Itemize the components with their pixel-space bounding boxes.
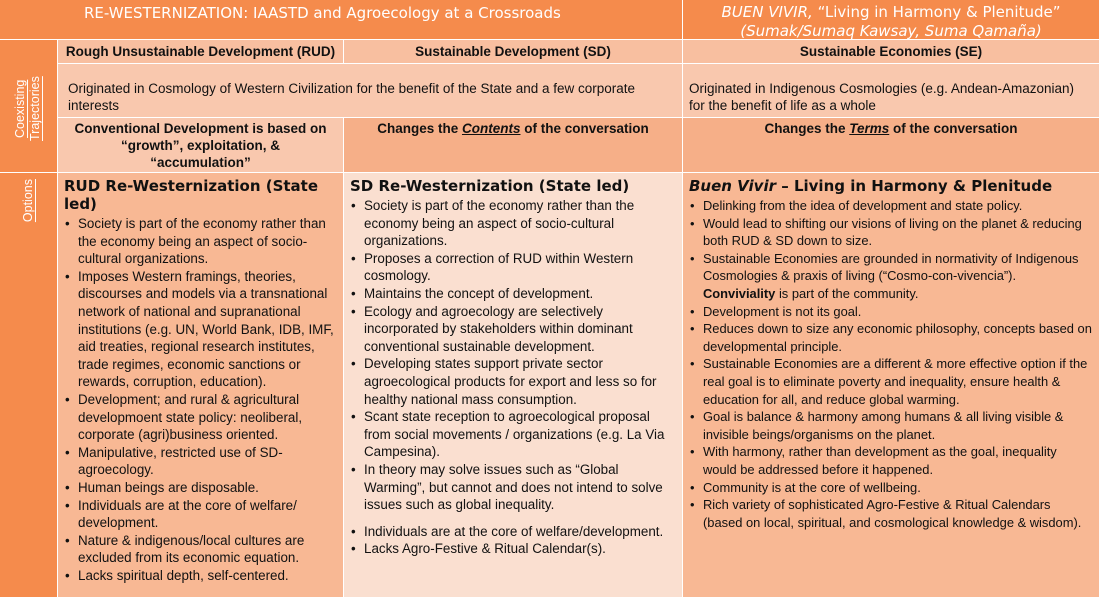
subhead-se: Changes the Terms of the conversation <box>683 118 1100 173</box>
list-item: • Community is at the core of wellbeing. <box>701 479 1093 497</box>
list-item: • Proposes a correction of RUD within Western cosmology. <box>362 250 676 285</box>
page-title: RE-WESTERNIZATION: IAASTD and Agroecology at a Crossroads <box>84 4 561 22</box>
list-item: • Development is not its goal. <box>701 303 1093 321</box>
list-item: • In theory may solve issues such as “Global Warming”, but cannot and does not intend to solve issues such as global inequality. <box>362 461 676 514</box>
rud-title: RUD Re-Westernization (State led) <box>64 177 319 213</box>
list-item: • Society is part of the economy rather than the economy being an aspect of socio-cultural organizations. <box>362 197 676 250</box>
list-item: • Would lead to shifting our visions of living on the planet & reducing both RUD & SD down to size. <box>701 215 1093 250</box>
side-label-options: Options <box>0 173 58 598</box>
se-title: Buen Vivir – Living in Harmony & Plenitude <box>689 177 1053 195</box>
list-item: • Goal is balance & harmony among humans & all living visible & invisible beings/organisms on the planet. <box>701 408 1093 443</box>
list-item: • Sustainable Economies are grounded in normativity of Indigenous Cosmologies & praxis of living (“Cosmo-con-vivencia”). Conviviality is part of the community. <box>701 250 1093 303</box>
subhead-rud: Conventional Development is based on “growth”, exploitation, & “accumulation” <box>58 118 344 173</box>
origin-indigenous: Originated in Indigenous Cosmologies (e.g. Andean-Amazonian) for the benefit of life as a whole <box>683 64 1100 118</box>
list-item: • Developing states support private sector agroecological products for export and less so for healthy national mass consumption. <box>362 355 676 408</box>
column-header-rud: Rough Unsustainable Development (RUD) <box>58 40 344 64</box>
list-item: • Scant state reception to agroecological proposal from social movements / organizations (e.g. La Via Campesina). <box>362 408 676 461</box>
rud-section <box>58 173 344 598</box>
list-item: • Development; and rural & agricultural developmoent state policy: neoliberal, corporate (agri)business oriented. <box>76 391 337 444</box>
sd-section <box>344 173 683 598</box>
rud-list <box>64 215 337 584</box>
list-item: • Manipulative, restricted use of SD-agroecology. <box>76 444 337 479</box>
list-item: • Maintains the concept of development. <box>362 285 676 303</box>
conviviality-label: Conviviality <box>703 285 776 301</box>
origin-western: Originated in Cosmology of Western Civilization for the benefit of the State and a few corporate interests <box>58 64 683 118</box>
side-label-trajectories: Coexisting Trajectories <box>0 40 58 173</box>
column-header-se: Sustainable Economies (SE) <box>683 40 1100 64</box>
list-item: • Human beings are disposable. <box>76 479 337 497</box>
list-item: • Imposes Western framings, theories, discourses and models via a transnational network of national and supranational institutions (e.g. UN, World Bank, IDB, IMF, aid treaties, regional research institutes, trade regimes, economic sanctions or rewards, corruption, education). <box>76 268 337 391</box>
list-item: • Lacks spiritual depth, self-centered. <box>76 567 337 585</box>
sd-list <box>350 197 676 558</box>
se-section <box>683 173 1100 598</box>
list-item: • Sustainable Economies are a different & more effective option if the real goal is to eliminate poverty and inequality, ensure health & education for all, and reduce global warming. <box>701 355 1093 408</box>
list-item: • Society is part of the economy rather than the economy being an aspect of socio-cultural organizations. <box>76 215 337 268</box>
list-item: • With harmony, rather than development as the goal, inequality would be addressed before it happened. <box>701 443 1093 478</box>
se-list <box>689 197 1093 531</box>
header-left <box>0 0 683 40</box>
list-item: • Reduces down to size any economic philosophy, concepts based on developmental principle. <box>701 320 1093 355</box>
list-item: • Ecology and agroecology are selectively incorporated by stakeholders within dominant conventional sustainable development. <box>362 303 676 356</box>
buen-vivir-title: BUEN VIVIR, “Living in Harmony & Plenitude” <box>721 3 1061 21</box>
list-item: • Lacks Agro-Festive & Ritual Calendar(s). <box>362 540 676 558</box>
list-item: • Individuals are at the core of welfare/development. <box>362 523 676 541</box>
column-header-sd: Sustainable Development (SD) <box>344 40 683 64</box>
buen-vivir-subtitle: (Sumak/Sumaq Kawsay, Suma Qamaña) <box>740 22 1042 40</box>
sd-title: SD Re-Westernization (State led) <box>350 177 630 195</box>
list-item: • Nature & indigenous/local cultures are excluded from its economic equation. <box>76 532 337 567</box>
list-item: • Delinking from the idea of development and state policy. <box>701 197 1093 215</box>
list-item: • Rich variety of sophisticated Agro-Festive & Ritual Calendars (based on local, spiritual, and cosmological knowledge & wisdom). <box>701 496 1093 531</box>
header-right <box>683 0 1100 40</box>
list-item: • Individuals are at the core of welfare/ development. <box>76 497 337 532</box>
subhead-sd: Changes the Contents of the conversation <box>344 118 683 173</box>
